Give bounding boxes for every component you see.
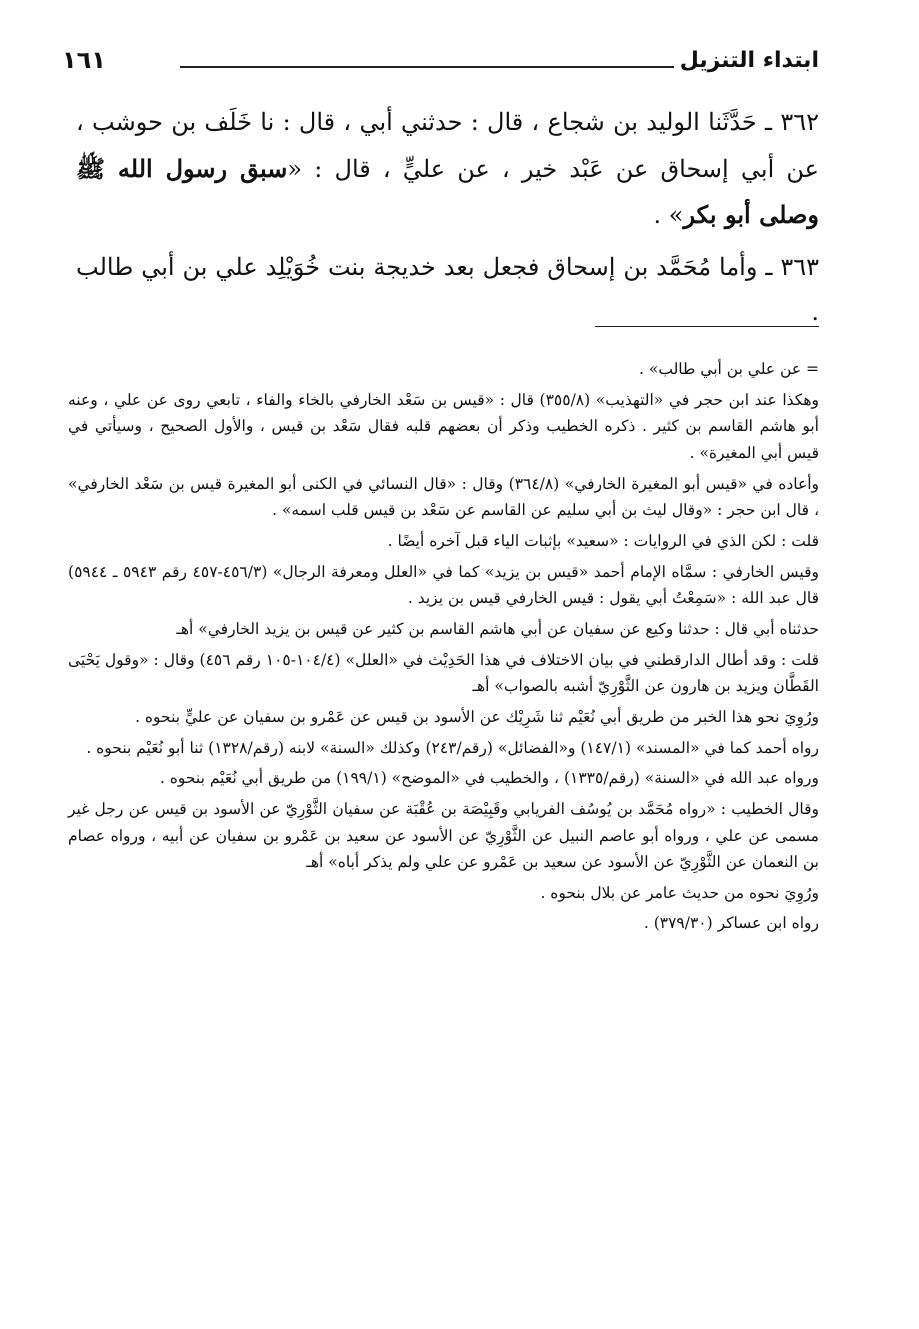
footnote-line: ورواه عبد الله في «السنة» (رقم/١٣٣٥) ، والخطيب في «الموضح» (١٩٩/١) من طريق أبي نُعَيْم بنحوه . <box>159 769 819 788</box>
footnote-separator <box>595 326 819 327</box>
footnote-line: = عن علي بن أبي طالب» . <box>639 360 819 378</box>
page-number: ١٦١ <box>62 46 106 74</box>
footnote-line: قلت : لكن الذي في الروايات : «سعيد» بإثبات الياء قبل آخره أيضًا . <box>387 531 819 550</box>
hadith-363: ٣٦٣ ـ وأما مُحَمَّد بن إسحاق فجعل بعد خديجة بنت خُوَيْلِد علي بن أبي طالب . <box>76 252 819 327</box>
hadith-362-text: ٣٦٢ ـ حَدَّثَنا الوليد بن شجاع ، قال : حدثني أبي ، قال : نا خَلَف بن حوشب ، عن أبي إسحاق عن عَبْد خير ، عن عليٍّ ، قال : « <box>76 108 819 183</box>
hadith-362-quote: سبق رسول الله ﷺ وصلى أبو بكر <box>76 153 819 230</box>
footnote-line: وقيس الخارفي : سمَّاه الإمام أحمد «قيس بن يزيد» كما في «العلل ومعرفة الرجال» (٤٥٦/٣-٤٥٧ رقم ٥٩٤٣ ـ ٥٩٤٤) قال عبد الله : «سَمِعْتُ أبي يقول : قيس الخارفي قيس بن يزيد . <box>68 562 819 608</box>
footnote-line: رواه ابن عساكر (٣٧٩/٣٠) . <box>643 914 819 933</box>
header-rule <box>180 66 674 68</box>
footnote-line: ورُوِيَ نحوه من حديث عامر عن بلال بنحوه . <box>540 883 819 902</box>
footnote-line: ورُوِيَ نحو هذا الخبر من طريق أبي نُعَيْم ثنا شَرِيْك عن الأسود بن قيس عن عَمْرو بن سفيان عن عليٍّ بنحوه . <box>135 707 819 726</box>
footnote-line: وهكذا عند ابن حجر في «التهذيب» (٣٥٥/٨) قال : «قيس بن سَعْد الخارفي بالخاء والفاء ، تابعي روى عن علي ، وعنه أبو هاشم القاسم بن كثير . ذكره الخطيب وذكر أن بعضهم قلبه فقال سَعْد بن قيس ، والأول الصحيح ، وسيأتي في قيس أبي المغيرة» . <box>68 390 819 462</box>
hadith-362-end: » . <box>653 201 684 230</box>
footnote-line: رواه أحمد كما في «المسند» (١٤٧/١) و«الفضائل» (رقم/٢٤٣) وكذلك «السنة» لابنه (رقم/١٣٢٨) ثنا أبو نُعَيْم بنحوه . <box>86 738 819 757</box>
footnote-line: قلت : وقد أطال الدارقطني في بيان الاختلاف في هذا الحَدِيْث في «العلل» (١٠٤/٤-١٠٥ رقم ٤٥٦) وقال : «وقول يَحْيَى القَطَّان ويزيد بن هارون عن الثَّوْرِيّ أشبه بالصواب» أهـ <box>68 650 819 696</box>
hadith-362 <box>76 100 819 239</box>
main-text <box>76 100 819 342</box>
running-title: ابتداء التنزيل <box>679 48 819 73</box>
footnote-line: حدثناه أبي قال : حدثنا وكيع عن سفيان عن أبي هاشم القاسم بن كثير عن قيس بن يزيد الخارفي» أهـ <box>176 619 819 638</box>
page-header <box>62 44 819 84</box>
footnotes <box>68 356 819 941</box>
footnote-line: وأعاده في «قيس أبو المغيرة الخارفي» (٣٦٤/٨) وقال : «قال النسائي في الكنى أبو المغيرة قيس بن سَعْد الخارفي» ، قال ابن حجر : «وقال ليث بن أبي سليم عن القاسم عن سَعْد بن قيس قلب اسمه» . <box>68 474 820 520</box>
footnote-line: وقال الخطيب : «رواه مُحَمَّد بن يُوسُف الفريابي وقَبِيْصَة بن عُقْبَة عن سفيان الثَّوْرِيّ عن الأسود بن قيس عن رجل غير مسمى عن علي ، ورواه أبو عاصم النبيل عن الثَّوْرِيّ عن الأسود عن سعيد بن عَمْرو بن سفيان عن أبيه ، ورواه عصام بن النعمان عن الثَّوْرِيّ عن الأسود عن سعيد بن عَمْرو عن علي ولم يذكر أباه» أهـ <box>68 799 819 872</box>
